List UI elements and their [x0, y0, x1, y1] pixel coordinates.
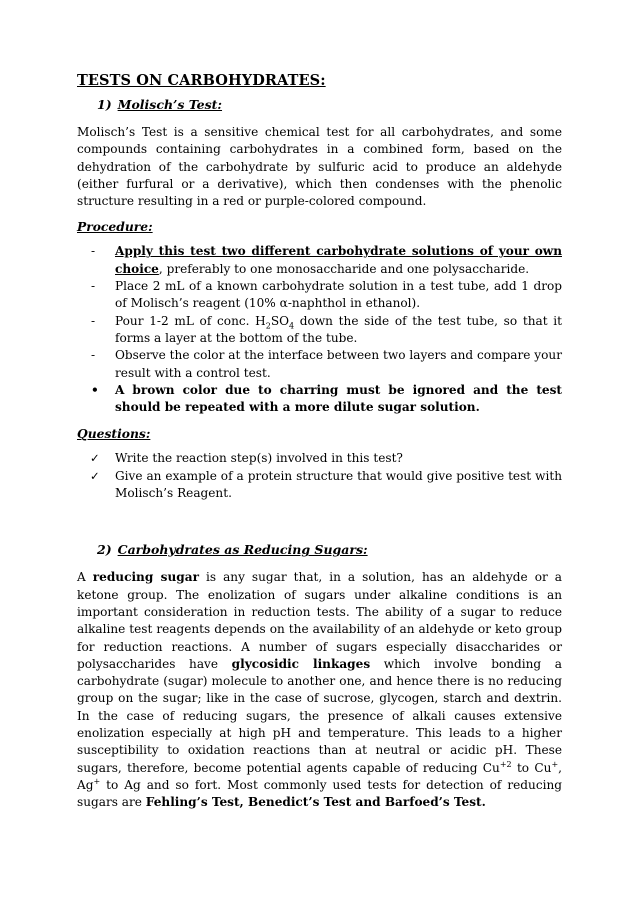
section-heading-reducing-sugars	[97, 542, 562, 557]
section-heading-molisch	[97, 97, 562, 112]
list-item: - Pour 1-2 mL of conc. $H_2SO_4$ down the side of the test tube, so that it forms a layer at the bottom of the tube.	[91, 313, 562, 345]
list-item: - Observe the color at the interface between two layers and compare your result with a control test.	[91, 348, 562, 380]
list-item: - Place 2 mL of a known carbohydrate solution in a test tube, add 1 drop of Molisch’s reagent (10% α-naphthol in ethanol).	[91, 279, 562, 311]
list-item: ✓ Give an example of a protein structure that would give positive test with Molisch’s Reagent.	[90, 468, 562, 501]
section-label: Molisch’s Test:	[117, 97, 223, 112]
list-item: • A brown color due to charring must be ignored and the test should be repeated with a more dilute sugar solution.	[91, 382, 562, 415]
check-icon: ✓	[90, 468, 100, 483]
dash-marker: -	[91, 313, 96, 328]
section-number: 2)	[97, 542, 112, 558]
procedure-heading: Procedure:	[77, 219, 153, 235]
bullet-marker: •	[91, 382, 99, 397]
list-item: - Apply this test two different carbohydrate solutions of your own choice, preferably to one monosaccharide and one polysaccharide.	[91, 244, 562, 276]
page-title: TESTS ON CARBOHYDRATES:	[77, 72, 326, 89]
questions-heading: Questions:	[77, 426, 151, 442]
document-page	[77, 72, 562, 821]
dash-marker: -	[91, 244, 96, 259]
molisch-intro-paragraph: Molisch’s Test is a sensitive chemical test for all carbohydrates, and some compounds containing carbohydrates in a combined form, based on the dehydration of the carbohydrate by sulfuric acid to produce an aldehyde (either furfural or a derivative), which then condenses with the phenolic structure resulting in a red or purple-colored compound.	[77, 125, 562, 209]
check-icon: ✓	[90, 451, 100, 466]
list-item: ✓ Write the reaction step(s) involved in this test?	[77, 450, 562, 467]
section-number: 1)	[97, 97, 112, 112]
procedure-list	[77, 243, 562, 416]
reducing-sugar-paragraph: A reducing sugar is any sugar that, in a solution, has an aldehyde or a ketone group. The enolization of sugars under alkaline conditions is an important consideration in reduction tests. The ability of a sugar to reduce alkaline test reagents depends on the availability of an aldehyde or keto group for reduction reactions. A number of sugars especially disaccharides or polysaccharides have glycosidic linkages which involve bonding a carbohydrate (sugar) molecule to another one, and hence there is no reducing group on the sugar; like in the case of sucrose, glycogen, starch and dextrin. In the case of reducing sugars, the presence of alkali causes extensive enolization especially at high pH and temperature. This leads to a higher susceptibility to oxidation reactions than at neutral or acidic pH. These sugars, therefore, become potential agents capable of reducing $Cu^{+2}$ to Cu+, Ag+ to Ag and so fort. Most commonly used tests for detection of reducing sugars are Fehling’s Test, Benedict’s Test and Barfoed’s Test.	[77, 570, 563, 810]
dash-marker: -	[91, 279, 96, 294]
section-label: Carbohydrates as Reducing Sugars:	[117, 542, 368, 558]
questions-list	[77, 450, 562, 502]
dash-marker: -	[91, 348, 96, 363]
